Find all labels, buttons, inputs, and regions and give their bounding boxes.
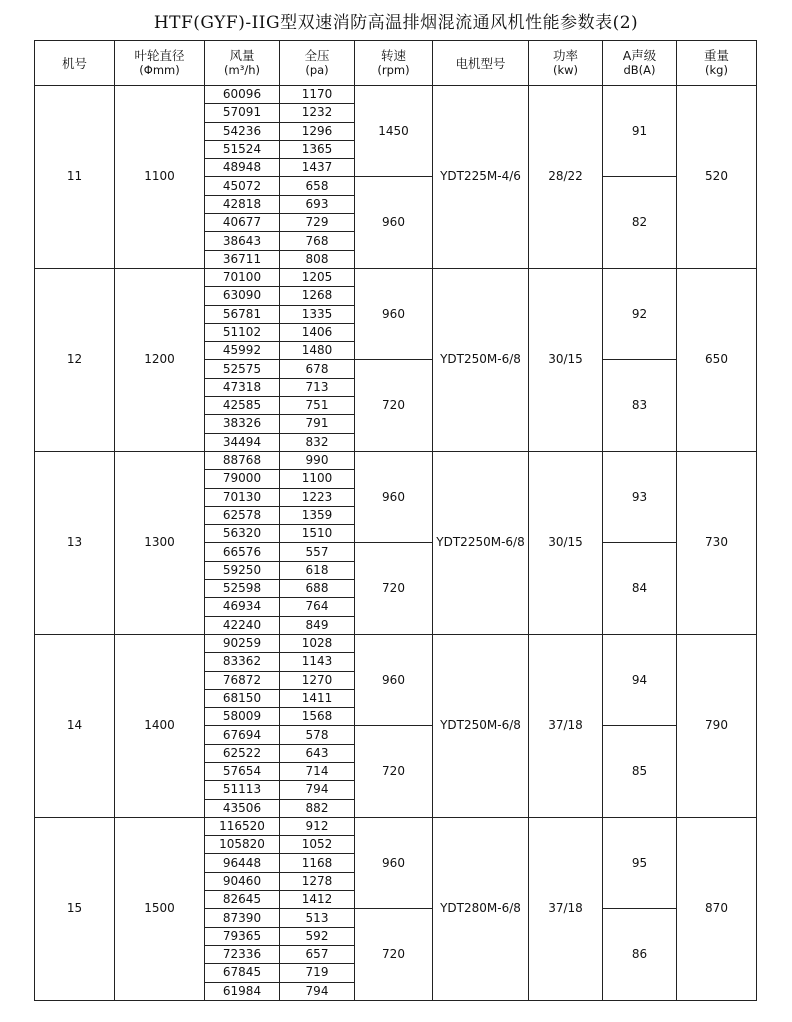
pressure-cell: 1296 [280,122,355,140]
pressure-cell: 1232 [280,104,355,122]
power-cell: 30/15 [529,268,603,451]
speed-cell: 960 [355,177,433,268]
pressure-cell: 1365 [280,140,355,158]
weight-cell: 520 [677,86,757,269]
airflow-cell: 66576 [205,543,280,561]
column-header [35,41,115,86]
pressure-cell: 1412 [280,891,355,909]
airflow-cell: 60096 [205,86,280,104]
airflow-cell: 34494 [205,433,280,451]
pressure-cell: 832 [280,433,355,451]
table-row [35,634,757,652]
column-header-label: 全压 [304,48,330,63]
airflow-cell: 90259 [205,634,280,652]
airflow-cell: 105820 [205,836,280,854]
noise-level-cell: 84 [603,543,677,634]
column-header-label: 重量 [703,48,729,63]
pressure-cell: 1052 [280,836,355,854]
airflow-cell: 43506 [205,799,280,817]
pressure-cell: 1170 [280,86,355,104]
page-title: HTF(GYF)-IIG型双速消防高温排烟混流通风机性能参数表(2) [153,13,639,33]
column-header-label: 转速 [380,48,406,63]
power-cell: 37/18 [529,634,603,817]
column-header-label: 功率 [552,48,578,63]
airflow-cell: 51524 [205,140,280,158]
speed-cell: 720 [355,360,433,451]
pressure-cell: 1568 [280,708,355,726]
pressure-cell: 1335 [280,305,355,323]
pressure-cell: 1205 [280,268,355,286]
airflow-cell: 72336 [205,945,280,963]
airflow-cell: 82645 [205,891,280,909]
airflow-cell: 67845 [205,964,280,982]
weight-cell: 730 [677,451,757,634]
airflow-cell: 70130 [205,488,280,506]
airflow-cell: 42818 [205,195,280,213]
speed-cell: 960 [355,451,433,542]
column-header-unit: (Φmm) [139,63,180,77]
motor-model-cell: YDT250M-6/8 [433,268,529,451]
pressure-cell: 1480 [280,342,355,360]
pressure-cell: 578 [280,726,355,744]
model-number-cell: 13 [35,451,115,634]
pressure-cell: 751 [280,397,355,415]
pressure-cell: 849 [280,616,355,634]
pressure-cell: 794 [280,982,355,1000]
table-row [35,268,757,286]
airflow-cell: 42240 [205,616,280,634]
impeller-diameter-cell: 1400 [115,634,205,817]
airflow-cell: 45992 [205,342,280,360]
airflow-cell: 38326 [205,415,280,433]
speed-cell: 720 [355,726,433,817]
noise-level-cell: 92 [603,268,677,359]
noise-level-cell: 95 [603,817,677,908]
weight-cell: 650 [677,268,757,451]
airflow-cell: 45072 [205,177,280,195]
pressure-cell: 1143 [280,653,355,671]
table-body [35,86,757,1001]
impeller-diameter-cell: 1300 [115,451,205,634]
model-number-cell: 11 [35,86,115,269]
airflow-cell: 48948 [205,159,280,177]
airflow-cell: 57091 [205,104,280,122]
airflow-cell: 61984 [205,982,280,1000]
impeller-diameter-cell: 1100 [115,86,205,269]
column-header-label: 电机型号 [455,55,506,71]
airflow-cell: 59250 [205,561,280,579]
weight-cell: 790 [677,634,757,817]
noise-level-cell: 83 [603,360,677,451]
pressure-cell: 592 [280,927,355,945]
pressure-cell: 1437 [280,159,355,177]
noise-level-cell: 94 [603,634,677,725]
column-header-label: 叶轮直径 [134,48,185,63]
pressure-cell: 657 [280,945,355,963]
pressure-cell: 808 [280,250,355,268]
pressure-cell: 882 [280,799,355,817]
airflow-cell: 70100 [205,268,280,286]
column-header-unit: dB(A) [623,63,656,77]
noise-level-cell: 91 [603,86,677,177]
pressure-cell: 1278 [280,872,355,890]
table-row [35,451,757,469]
airflow-cell: 38643 [205,232,280,250]
pressure-cell: 764 [280,598,355,616]
noise-level-cell: 85 [603,726,677,817]
noise-level-cell: 86 [603,909,677,1000]
pressure-cell: 1028 [280,634,355,652]
table-row [35,86,757,104]
pressure-cell: 791 [280,415,355,433]
motor-model-cell: YDT225M-4/6 [433,86,529,269]
pressure-cell: 1411 [280,689,355,707]
column-header-label: A声级 [622,48,657,63]
column-header-label: 机号 [61,55,87,71]
pressure-cell: 658 [280,177,355,195]
airflow-cell: 40677 [205,214,280,232]
airflow-cell: 68150 [205,689,280,707]
airflow-cell: 83362 [205,653,280,671]
column-header [677,41,757,86]
airflow-cell: 51113 [205,781,280,799]
airflow-cell: 67694 [205,726,280,744]
airflow-cell: 54236 [205,122,280,140]
airflow-cell: 96448 [205,854,280,872]
noise-level-cell: 93 [603,451,677,542]
speed-cell: 1450 [355,86,433,177]
column-header-unit: (rpm) [377,63,410,77]
airflow-cell: 36711 [205,250,280,268]
column-header [355,41,433,86]
pressure-cell: 557 [280,543,355,561]
pressure-cell: 719 [280,964,355,982]
model-number-cell: 15 [35,817,115,1000]
pressure-cell: 643 [280,744,355,762]
speed-cell: 960 [355,268,433,359]
pressure-cell: 513 [280,909,355,927]
airflow-cell: 47318 [205,378,280,396]
motor-model-cell: YDT280M-6/8 [433,817,529,1000]
airflow-cell: 46934 [205,598,280,616]
column-header-unit: (kg) [705,63,728,77]
power-cell: 28/22 [529,86,603,269]
speed-cell: 720 [355,909,433,1000]
airflow-cell: 56320 [205,525,280,543]
pressure-cell: 1100 [280,470,355,488]
airflow-cell: 52575 [205,360,280,378]
column-header [205,41,280,86]
column-header [280,41,355,86]
table-row [35,817,757,835]
pressure-cell: 990 [280,451,355,469]
pressure-cell: 688 [280,580,355,598]
pressure-cell: 1359 [280,506,355,524]
pressure-cell: 678 [280,360,355,378]
pressure-cell: 768 [280,232,355,250]
column-header [529,41,603,86]
power-cell: 37/18 [529,817,603,1000]
column-header [603,41,677,86]
airflow-cell: 58009 [205,708,280,726]
airflow-cell: 42585 [205,397,280,415]
column-header-unit: (m³/h) [224,63,260,77]
noise-level-cell: 82 [603,177,677,268]
pressure-cell: 693 [280,195,355,213]
airflow-cell: 79000 [205,470,280,488]
airflow-cell: 52598 [205,580,280,598]
pressure-cell: 729 [280,214,355,232]
airflow-cell: 56781 [205,305,280,323]
pressure-cell: 912 [280,817,355,835]
header-row [35,41,757,86]
airflow-cell: 63090 [205,287,280,305]
impeller-diameter-cell: 1200 [115,268,205,451]
power-cell: 30/15 [529,451,603,634]
impeller-diameter-cell: 1500 [115,817,205,1000]
speed-cell: 720 [355,543,433,634]
airflow-cell: 57654 [205,762,280,780]
airflow-cell: 62522 [205,744,280,762]
column-header-unit: (pa) [305,63,329,77]
column-header [115,41,205,86]
airflow-cell: 87390 [205,909,280,927]
airflow-cell: 90460 [205,872,280,890]
motor-model-cell: YDT250M-6/8 [433,634,529,817]
weight-cell: 870 [677,817,757,1000]
motor-model-cell: YDT2250M-6/8 [433,451,529,634]
column-header-label: 风量 [229,48,255,63]
pressure-cell: 794 [280,781,355,799]
airflow-cell: 116520 [205,817,280,835]
airflow-cell: 88768 [205,451,280,469]
model-number-cell: 12 [35,268,115,451]
pressure-cell: 1268 [280,287,355,305]
pressure-cell: 1510 [280,525,355,543]
pressure-cell: 1406 [280,323,355,341]
pressure-cell: 618 [280,561,355,579]
column-header-unit: (kw) [552,63,579,77]
pressure-cell: 1223 [280,488,355,506]
pressure-cell: 1270 [280,671,355,689]
airflow-cell: 76872 [205,671,280,689]
speed-cell: 960 [355,634,433,725]
pressure-cell: 1168 [280,854,355,872]
pressure-cell: 714 [280,762,355,780]
model-number-cell: 14 [35,634,115,817]
pressure-cell: 713 [280,378,355,396]
airflow-cell: 79365 [205,927,280,945]
airflow-cell: 62578 [205,506,280,524]
airflow-cell: 51102 [205,323,280,341]
performance-table [34,40,757,1001]
column-header [433,41,529,86]
speed-cell: 960 [355,817,433,908]
